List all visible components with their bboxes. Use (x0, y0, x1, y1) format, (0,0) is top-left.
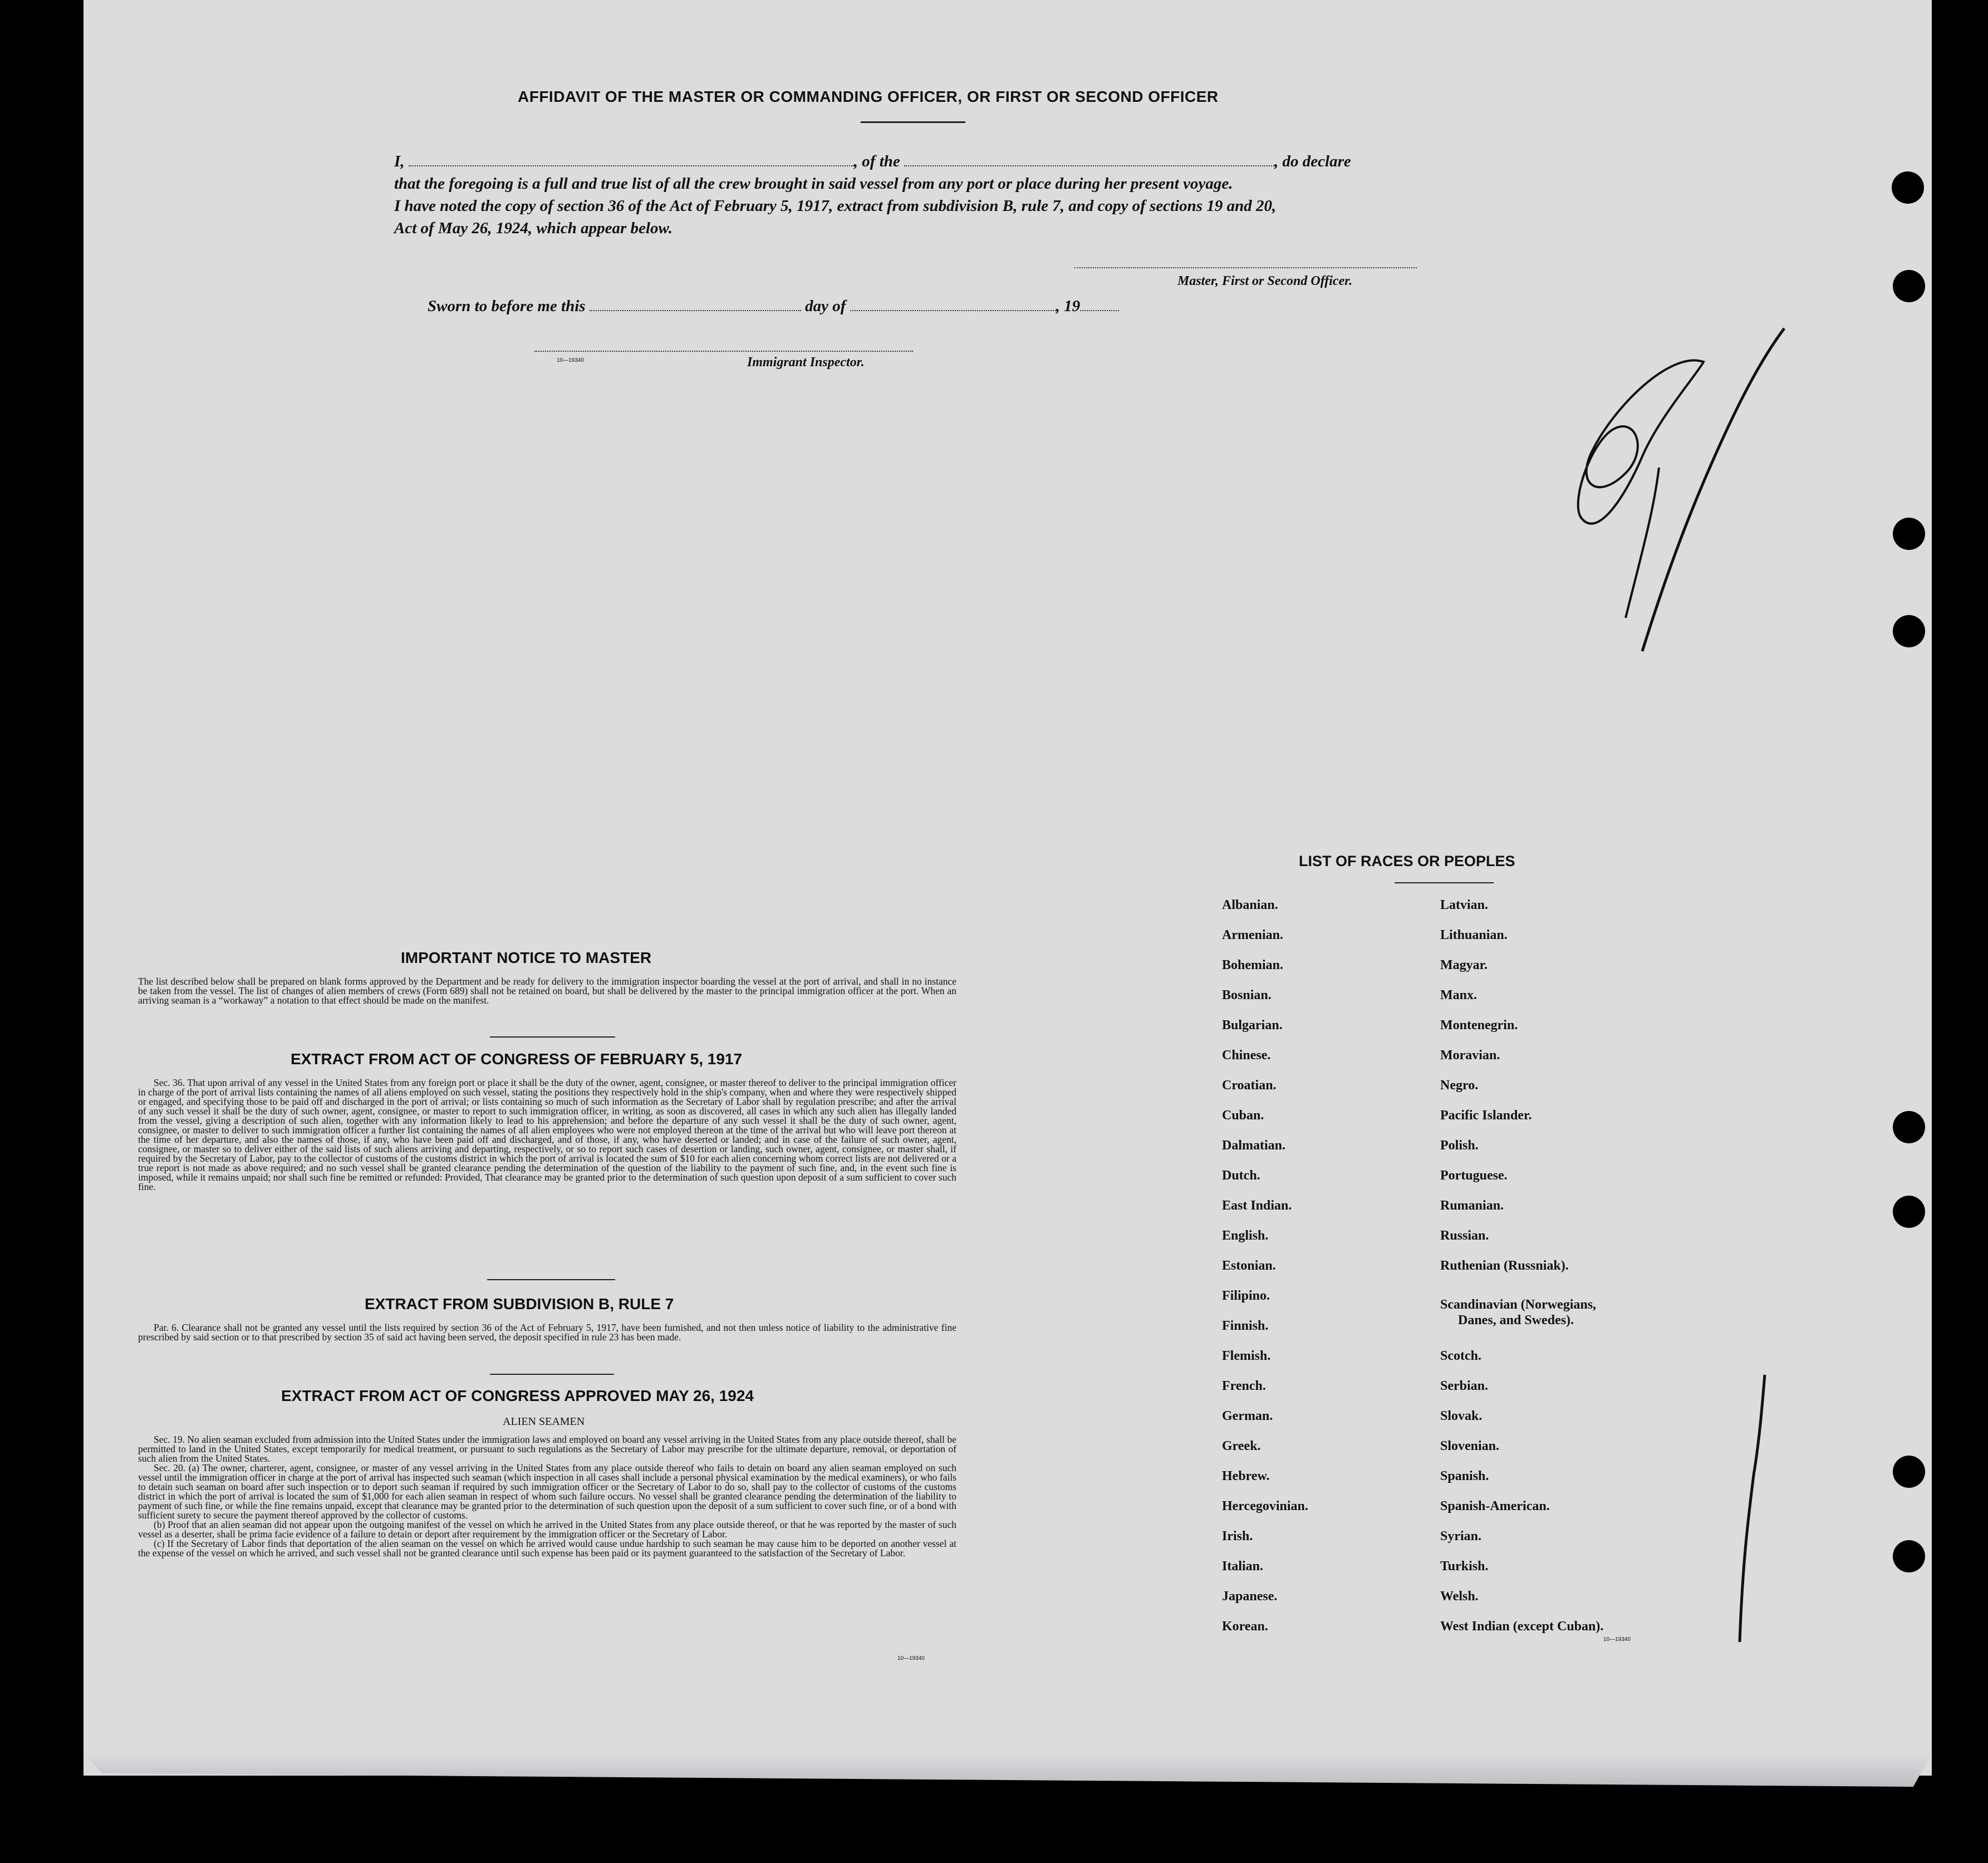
extract-1917-body: Sec. 36. That upon arrival of any vessel in the United States from any foreign port or place it shall be the duty of the owner, agent, consignee, or master thereof to deliver to the principal immigration officer in charge of the port of arrival lists containing the names of all aliens employed on such vessel, stating the positions they respectively hold in the ship's company, when and where they were respectively shipped or engaged, and specifying those to be paid off and discharged in the port of arrival; or lists containing so much of such information as the Secretary of Labor shall by regulation prescribe; and after the arrival of any such vessel it shall be the duty of such owner, agent, consignee, or master to report to such immigration officer, in writing, as soon as discovered, all cases in which any such alien has illegally landed from the vessel, giving a description of such alien, together with any information likely to lead to his apprehension; and before the departure of any such vessel it shall be the duty of such owner, agent, consignee, or master to deliver to such immigration officer a further list containing the names of all alien employees who were not employed thereon at the time of the arrival but who will leave port thereon at the time of her departure, and also the names of those, if any, who have been paid off and discharged, and of those, if any, who have deserted or landed; and in case of the failure of such owner, agent, consignee, or master so to deliver either of the said lists of such aliens arriving and departing, respectively, or so to report such cases of desertion or landing, such owner, agent, consignee, or master shall, if required by the Secretary of Labor, pay to the collector of customs of the customs district in which the port of arrival is located the sum of $10 for each alien concerning whom correct lists are not delivered or a true report is not made as above required; and no such vessel shall be granted clearance pending the determination of the question of the liability to the payment of such fine, and, in the event such fine is imposed, while it remains unpaid; nor shall such fine be remitted or refunded: Provided, That clearance may be granted prior to the determination of such question upon deposit of a sum sufficient to cover such fine. (138, 1077, 956, 1192)
race-item: Italian. (1222, 1559, 1264, 1574)
race-item: Slovenian. (1440, 1439, 1500, 1453)
handwritten-slash-1 (1626, 468, 1659, 618)
handwritten-eight-stroke (1578, 360, 1704, 523)
race-item: Korean. (1222, 1619, 1268, 1634)
rule7-body: Par. 6. Clearance shall not be granted any vessel until the lists required by section 36 of the Act of February 5, 1917, have been furnished, and not then unless notice of liability to the administrative fine prescribed by said section or to that prescribed by section 35 of said act having been served, the deposit specified in rule 23 has been made. (138, 1322, 956, 1343)
race-item: Dutch. (1222, 1168, 1260, 1183)
extract-1924-sections (138, 1435, 956, 1558)
race-item: Japanese. (1222, 1589, 1278, 1604)
race-item: West Indian (except Cuban). (1440, 1619, 1604, 1634)
races-title: LIST OF RACES OR PEOPLES (1299, 853, 1515, 869)
affidavit-line-1: I, , of the , do declare (394, 153, 1351, 170)
punch-hole (1893, 1456, 1925, 1488)
sec-20c: (c) If the Secretary of Labor finds that deportation of the alien seaman on the vessel on which he arrived would cause undue hardship to such seaman he may cause him to be deported on another vessel at the expense of the vessel on which he arrived, and such vessel shall not be granted clearance until such expense has been paid or its payment guaranteed to the satisfaction of the Secretary of Labor. (138, 1538, 956, 1559)
race-item: Manx. (1440, 988, 1477, 1002)
race-item: Rumanian. (1440, 1198, 1504, 1213)
handwritten-slash-2 (1642, 328, 1784, 651)
affidavit-title: AFFIDAVIT OF THE MASTER OR COMMANDING OFFICER, OR FIRST OR SECOND OFFICER (518, 88, 1219, 105)
race-item: Negro. (1440, 1078, 1479, 1093)
race-item: Moravian. (1440, 1048, 1500, 1063)
page-edge (84, 1753, 1932, 1787)
alien-seamen-subtitle: ALIEN SEAMEN (503, 1415, 585, 1428)
punch-hole (1893, 1196, 1925, 1228)
race-item: Cuban. (1222, 1108, 1264, 1123)
sec-19: Sec. 19. No alien seaman excluded from admission into the United States under the immigration laws and employed on board any vessel arriving in the United States from any place outside thereof, shall be permitted to land in the United States, except temporarily for medical treatment, or pursuant to such regulations as the Secretary of Labor may prescribe for the ultimate departure, removal, or deportation of such alien from the United States. (138, 1434, 956, 1464)
race-item: Estonian. (1222, 1259, 1276, 1273)
race-item: Flemish. (1222, 1349, 1271, 1363)
handwritten-mark-bottom (1731, 1364, 1798, 1653)
race-item: Bosnian. (1222, 988, 1272, 1002)
sworn-year-field[interactable] (1080, 298, 1119, 311)
race-item: Magyar. (1440, 958, 1488, 972)
race-item: Syrian. (1440, 1529, 1482, 1544)
race-item: Portuguese. (1440, 1168, 1508, 1183)
punch-hole (1893, 1540, 1925, 1572)
race-item: Spanish-American. (1440, 1499, 1550, 1513)
race-item: Hercegovinian. (1222, 1499, 1308, 1513)
handwritten-mark-top (1559, 317, 1793, 674)
race-item: Welsh. (1440, 1589, 1479, 1604)
race-item: French. (1222, 1379, 1266, 1393)
affidavit-line-3: I have noted the copy of section 36 of the Act of February 5, 1917, extract from subdivision B, rule 7, and copy of sections 19 and 20, (394, 197, 1277, 215)
inspector-signature-line[interactable] (534, 345, 913, 352)
race-item: Russian. (1440, 1228, 1489, 1243)
notice-body: The list described below shall be prepared on blank forms approved by the Department and be ready for delivery to the immigration inspector boarding the vessel at the port of arrival, and shall in no instance be taken from the vessel. The list of changes of alien members of crews (Form 689) shall not be retained on board, but shall be delivered by the master to the principal immigration officer at the port. When an arriving seaman is a “workaway” a notation to that effect should be made on the manifest. (138, 976, 956, 1006)
race-item: Irish. (1222, 1529, 1253, 1544)
race-item: Polish. (1440, 1138, 1479, 1153)
race-item: Turkish. (1440, 1559, 1489, 1574)
race-item: Greek. (1222, 1439, 1261, 1453)
extract-1924-title: EXTRACT FROM ACT OF CONGRESS APPROVED MAY 26, 1924 (281, 1387, 754, 1404)
handwritten-slash-bottom (1740, 1375, 1765, 1642)
race-item: English. (1222, 1228, 1269, 1243)
race-item: Dalmatian. (1222, 1138, 1285, 1153)
vessel-field[interactable] (904, 153, 1274, 166)
divider (1395, 882, 1494, 883)
form-code: 10—19340 (557, 357, 584, 363)
form-code: 10—19340 (1603, 1636, 1631, 1643)
punch-hole (1892, 171, 1924, 204)
race-item: East Indian. (1222, 1198, 1292, 1213)
race-item: Ruthenian (Russniak). (1440, 1259, 1569, 1273)
race-item: Finnish. (1222, 1319, 1269, 1333)
name-field[interactable] (409, 153, 854, 166)
affidavit-line-2: that the foregoing is a full and true list of all the crew brought in said vessel from any port or place during her present voyage. (394, 175, 1233, 193)
punch-hole (1893, 1111, 1925, 1143)
affidavit-text (394, 150, 1441, 239)
race-item: Croatian. (1222, 1078, 1277, 1093)
race-item: Hebrew. (1222, 1469, 1270, 1483)
punch-hole (1893, 270, 1925, 302)
notice-title: IMPORTANT NOTICE TO MASTER (401, 949, 652, 966)
race-item: Chinese. (1222, 1048, 1271, 1063)
inspector-label: Immigrant Inspector. (747, 355, 865, 370)
race-item: Scotch. (1440, 1349, 1481, 1363)
races-right-column (1440, 898, 1674, 1649)
race-item: Slovak. (1440, 1409, 1483, 1423)
race-item: Latvian. (1440, 898, 1489, 912)
affidavit-line-4: Act of May 26, 1924, which appear below. (394, 219, 673, 237)
title-rule (861, 121, 965, 123)
master-signature-label: Master, First or Second Officer. (1177, 274, 1353, 288)
race-item: Montenegrin. (1440, 1018, 1518, 1033)
race-item: Serbian. (1440, 1379, 1489, 1393)
race-item: Spanish. (1440, 1469, 1489, 1483)
sworn-line: Sworn to before me this day of , 19 (428, 295, 1207, 317)
race-item: Filipino. (1222, 1289, 1270, 1303)
form-code: 10—19340 (897, 1655, 925, 1662)
race-item: Bohemian. (1222, 958, 1284, 972)
race-item: Lithuanian. (1440, 928, 1508, 942)
divider (487, 1279, 615, 1280)
master-signature-line[interactable] (1074, 262, 1417, 268)
race-item: German. (1222, 1409, 1273, 1423)
race-item: Danes, and Swedes). (1458, 1313, 1574, 1328)
punch-hole (1893, 615, 1925, 647)
divider (490, 1036, 615, 1038)
race-item: Armenian. (1222, 928, 1283, 942)
sworn-month-field[interactable] (850, 298, 1056, 311)
race-item: Albanian. (1222, 898, 1278, 912)
race-item: Scandinavian (Norwegians, (1440, 1297, 1597, 1312)
punch-hole (1893, 518, 1925, 550)
extract-1917-title: EXTRACT FROM ACT OF CONGRESS OF FEBRUARY 5, 1917 (291, 1050, 743, 1068)
sec-20a: Sec. 20. (a) The owner, charterer, agent, consignee, or master of any vessel arriving in the United States from any place outside thereof who fails to detain on board any alien seaman employed on such vessel until the immigration officer in charge at the port of arrival has inspected such seaman (which inspection in all cases shall include a personal physical examination by the medical examiners), or who fails to detain such seaman on board after such inspection or to deport such seaman if required by such immigration officer or the Secretary of Labor to do so, shall pay to the collector of customs of the customs district in which the port of arrival is located the sum of $1,000 for each alien seaman in respect of whom such failure occurs. No vessel shall be granted clearance pending the determination of the liability to payment of such fine, or while the fine remains unpaid, except that clearance may be granted prior to the determination of such question upon the deposit of a sum sufficient to cover such fine, or of a bond with sufficient surety to secure the payment thereof approved by the collector of customs. (138, 1462, 956, 1521)
rule7-title: EXTRACT FROM SUBDIVISION B, RULE 7 (365, 1295, 674, 1313)
race-item: Bulgarian. (1222, 1018, 1283, 1033)
sec-20b: (b) Proof that an alien seaman did not appear upon the outgoing manifest of the vessel on which he arrived in the United States from any place outside thereof, or that he was reported by the master of such vessel as a deserter, shall be prima facie evidence of a failure to detain or deport after requirement by the immigration officer or the Secretary of Labor. (138, 1519, 956, 1540)
race-item: Pacific Islander. (1440, 1108, 1532, 1123)
divider (490, 1374, 614, 1375)
sworn-day-field[interactable] (590, 298, 801, 311)
